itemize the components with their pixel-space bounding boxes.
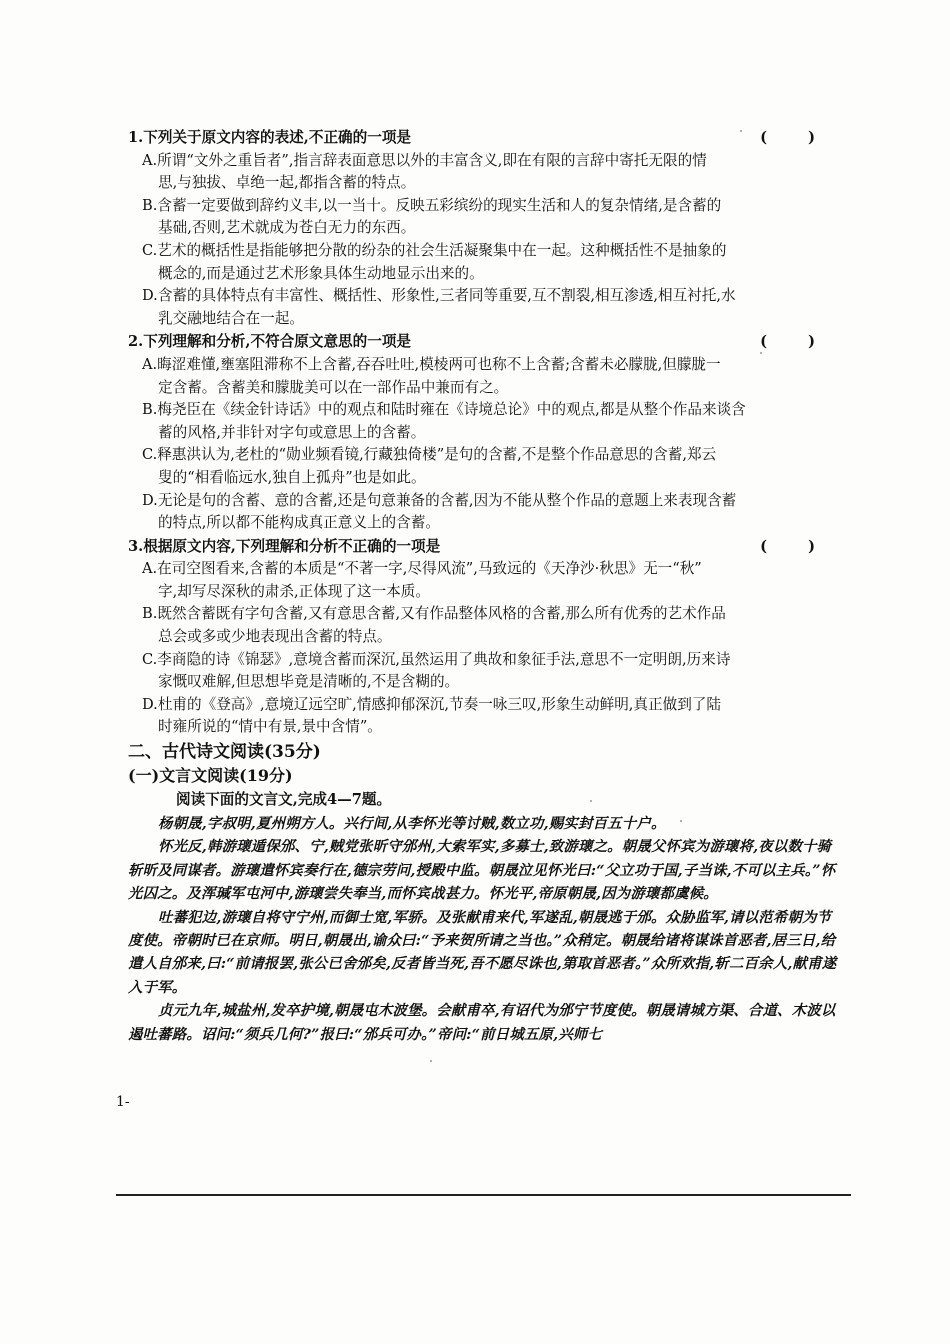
option-d: D.无论是句的含蓄、意的含蓄,还是句意兼备的含蓄,因为不能从整个作品的意题上来表现含蓄 的特点,所以都不能构成真正意义上的含蓄。 — [142, 491, 737, 532]
option-a: A.晦涩难懂,壅塞阻滞称不上含蓄,吞吞吐吐,模棱两可也称不上含蓄;含蓄未必朦胧,但朦胧一 定含蓄。含蓄美和朦胧美可以在一部作品中兼而有之。 — [142, 355, 721, 396]
classical-paragraph-2: 怀光反,韩游瓌遁保邠、宁,贼党张昕守邠州,大索军实,多募士,致游瓌之。朝晟父怀宾为游瓌将,夜以数十骑斩昕及同谋者。游瓌遣怀宾奏行在,德宗劳问,授殿中监。朝晟泣见怀光曰:“父立功于国,子当诛,不可以主兵。”怀光囚之。及浑瑊军屯河中,游瓌尝失奉当,而怀宾战甚力。怀光平,帝原朝晟,因为游瓌都虞候。 — [128, 838, 836, 903]
scan-speck — [740, 130, 742, 132]
section-title: 二、古代诗文阅读(35分) — [128, 742, 321, 763]
scan-speck — [430, 1060, 432, 1062]
option-b: B.既然含蓄既有字句含蓄,又有意思含蓄,又有作品整体风格的含蓄,那么所有优秀的艺术作品 总会或多或少地表现出含蓄的特点。 — [142, 605, 726, 646]
answer-paren: ( ) — [760, 537, 833, 555]
option-c: C.释惠洪认为,老杜的“勋业频看镜,行藏独倚楼”是句的含蓄,不是整个作品意思的含蓄,郑云 叟的“相看临远水,独自上孤舟”也是如此。 — [142, 446, 717, 486]
scan-speck — [760, 352, 762, 354]
scan-speck — [680, 820, 682, 822]
page-content — [128, 126, 843, 1046]
option-d: D.含蓄的具体特点有丰富性、概括性、形象性,三者同等重要,互不割裂,相互渗透,相互衬托,水 乳交融地结合在一起。 — [142, 287, 736, 327]
bottom-rule — [116, 1194, 851, 1196]
reading-instruction: 阅读下面的文言文,完成4—7题。 — [176, 791, 392, 809]
option-c: C.李商隐的诗《锦瑟》,意境含蓄而深沉,虽然运用了典故和象征手法,意思不一定明朗,历来诗 家慨叹难解,但思想毕竟是清晰的,不是含糊的。 — [142, 650, 731, 691]
answer-paren: ( ) — [760, 333, 833, 351]
question-2 — [128, 331, 843, 534]
question-stem: 2.下列理解和分析,不符合原文意思的一项是 — [128, 333, 412, 351]
classical-paragraph-3: 吐蕃犯边,游瓌自将守宁州,而御士宽,军骄。及张献甫来代,军遂乱,朝晟逃于邠。众胁监军,请以范希朝为节度使。帝朝时已在京师。明日,朝晟出,谕众曰:“予来贺所请之当也。”众稍定。朝晟给诸将谋诛首恶者,居三日,给遣人自邠来,曰:“前请报罢,张公已舍邠矣,反者皆当死,吾不愿尽诛也,第取首恶者。”众所欢指,斩二百余人,献甫遂入于军。 — [128, 908, 837, 996]
question-1 — [128, 127, 843, 330]
answer-paren: ( ) — [760, 129, 833, 146]
scan-speck — [590, 800, 592, 802]
question-stem: 3.根据原文内容,下列理解和分析不正确的一项是 — [128, 537, 441, 555]
option-b: B.梅尧臣在《续金针诗话》中的观点和陆时雍在《诗境总论》中的观点,都是从整个作品来谈含 蓄的风格,并非针对字句或意思上的含蓄。 — [142, 401, 746, 441]
question-3 — [128, 536, 843, 739]
classical-paragraph-4: 贞元九年,城盐州,发卒护境,朝晟屯木波堡。会献甫卒,有诏代为邠宁节度使。朝晟请城方渠、合道、木波以遏吐蕃路。诏问:“须兵几何?”报曰:“邠兵可办。”帝问:“前日城五原,兴师七 — [128, 1002, 836, 1043]
subsection-title: (一)文言文阅读(19分) — [128, 766, 293, 786]
question-stem: 1.下列关于原文内容的表述,不正确的一项是 — [128, 129, 412, 146]
option-a: A.所谓“文外之重旨者”,指言辞表面意思以外的丰富含义,即在有限的言辞中寄托无限的情 思,与独拔、卓绝一起,都指含蓄的特点。 — [142, 151, 707, 192]
option-c: C.艺术的概括性是指能够把分散的纷杂的社会生活凝聚集中在一起。这种概括性不是抽象的 概念的,而是通过艺术形象具体生动地显示出来的。 — [142, 241, 727, 282]
option-a: A.在司空图看来,含蓄的本质是“不著一字,尽得风流”,马致远的《天净沙·秋思》无一“秋” 字,却写尽深秋的肃杀,正体现了这一本质。 — [142, 560, 702, 600]
classical-paragraph-1: 杨朝晟,字叔明,夏州朔方人。兴行间,从李怀光等讨贼,数立功,赐实封百五十户。 — [158, 815, 666, 833]
option-b: B.含蓄一定要做到辞约义丰,以一当十。反映五彩缤纷的现实生活和人的复杂情绪,是含蓄的 基础,否则,艺术就成为苍白无力的东西。 — [142, 196, 722, 237]
margin-mark: 1- — [116, 1094, 130, 1110]
option-d: D.杜甫的《登高》,意境辽远空旷,情感抑郁深沉,节奏一咏三叹,形象生动鲜明,真正做到了陆 时雍所说的“情中有景,景中含情”。 — [142, 695, 721, 736]
